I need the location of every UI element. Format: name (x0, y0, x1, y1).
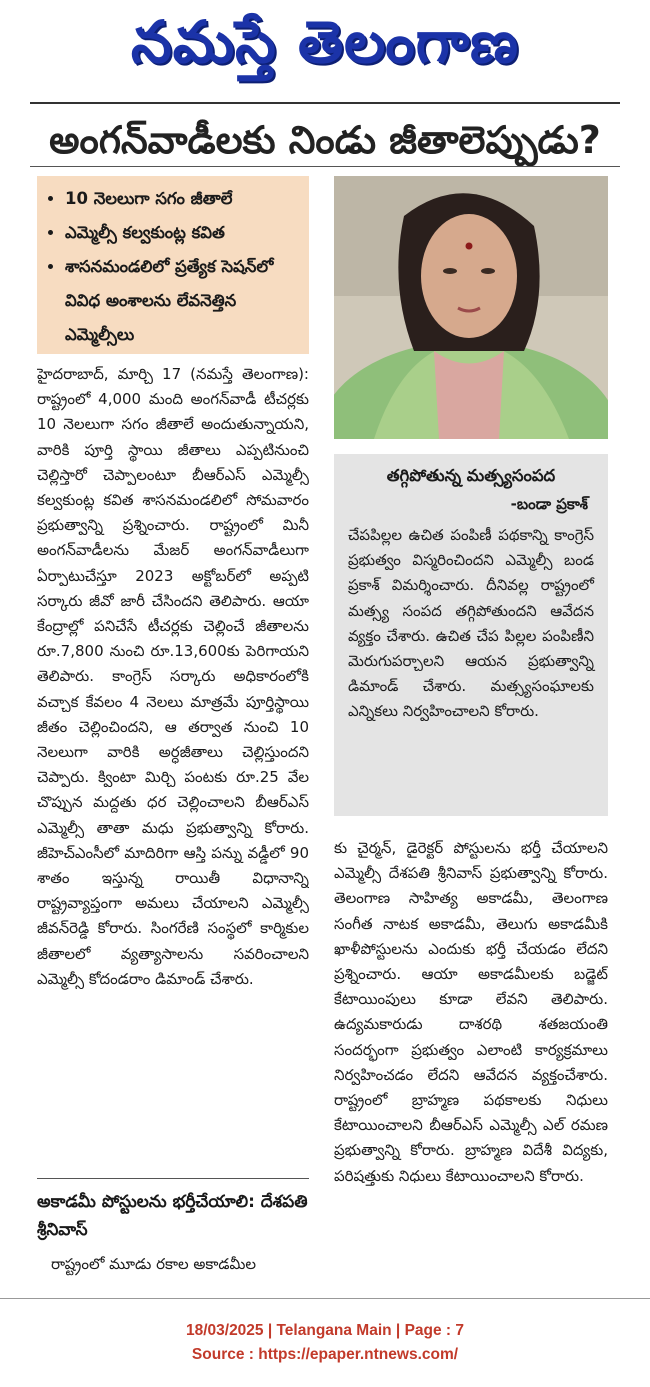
politician-photo (334, 176, 608, 439)
article-paragraph: రాష్ట్రంలో మూడు రకాల అకాడమీల (51, 1255, 257, 1273)
masthead-divider (30, 102, 620, 104)
article-paragraph: హైదరాబాద్, మార్చి 17 (నమస్తే తెలంగాణ): రాష్ట్రంలో 4,000 మంది అంగన్‌వాడీ టీచర్లకు 10 నెలలుగా సగం జీతాలే అందుతున్నాయని, వారికి పూర్తి స్థాయి జీతాలు ఎప్పటినుంచి చెల్లిస్తారో చెప్పాలంటూ బీఆర్‌ఎస్ ఎమ్మెల్సీ కల్వకుంట్ల కవిత శాసనమండలిలో సోమవారం ప్రభుత్వాన్ని ప్రశ్నించారు. రాష్ట్రంలో మినీ అంగన్‌వాడీలను మేజర్ అంగన్‌వాడీలుగా ఏర్పాటుచేస్తూ 2023 అక్టోబర్‌లో అప్పటి సర్కారు జీవో జారీ చేసిందని తెలిపారు. ఆయా కేంద్రాల్లో పనిచేసే టీచర్లకు చెల్లించే జీతాలను రూ.7,800 నుంచి రూ.13,600కు పెరిగాయని తెలిపారు. కాంగ్రెస్ సర్కారు అధికారంలోకి వచ్చాక కేవలం 4 నెలలు మాత్రమే పూర్తిస్థాయి జీతం చెల్లించిందని, ఆ తర్వాత నుంచి 10 నెలలుగా వారికి అర్ధజీతాలు చెల్లిస్తుందని చెప్పారు. క్వింటా మిర్చి పంటకు రూ.25 వేల చొప్పున మద్దతు ధర చెల్లించాలని బీఆర్‌ఎస్ ఎమ్మెల్సీ తాతా మధు ప్రభుత్వాన్ని కోరారు. జీహెచ్‌ఎంసీలో మాదిరిగా ఆస్తి పన్ను వడ్డీలో 90 శాతం ఇస్తున్న రాయితీ విధానాన్ని రాష్ట్రవ్యాప్తంగా అమలు చేయాలని ఎమ్మెల్సీ జీవన్‌రెడ్డి కోరారు. సింగరేణి సంస్థలో కార్మికుల జీతాలలో వ్యత్యాసాలను సవరించాలని ఎమ్మెల్సీ కోదండరాం డిమాండ్ చేశారు. (37, 365, 309, 988)
sidebar-byline: -బండా ప్రకాశ్ (510, 495, 588, 513)
article-headline: అంగన్‌వాడీలకు నిండు జీతాలెప్పుడు? (49, 118, 601, 162)
article-paragraph: కు చైర్మన్, డైరెక్టర్ పోస్టులను భర్తీ చేయాలని ఎమ్మెల్సీ దేశపతి శ్రీనివాస్ ప్రభుత్వాన్ని కోరారు. తెలంగాణ సాహిత్య అకాడమీ, తెలంగాణ సంగీత నాటక అకాడమీ, తెలుగు అకాడమీకి ఖాళీపోస్టులను ఎందుకు భర్తీ చేయడం లేదని ప్రశ్నించారు. ఆయా అకాడమీలకు బడ్జెట్ కేటాయింపులు కూడా లేవని తెలిపారు. ఉద్యమకారుడు దాశరథి శతజయంతి సందర్భంగా ప్రభుత్వం ఎలాంటి కార్యక్రమాలు నిర్వహించడం లేదని ఆవేదన వ్యక్తంచేశారు. రాష్ట్రంలో బ్రాహ్మణ పథకాలకు నిధులు కేటాయించాలని బీఆర్‌ఎస్ ఎమ్మెల్సీ ఎల్ రమణ ప్రభుత్వాన్ని కోరారు. బ్రాహ్మణ విదేశీ విద్యకు, పరిషత్తుకు నిధులు కేటాయించాలని కోరారు. (334, 839, 608, 1185)
footer-source-line: Source : https://epaper.ntnews.com/ (191, 1346, 459, 1363)
sidebar-box (334, 454, 608, 816)
sidebar-body: చేపపిల్లల ఉచిత పంపిణీ పథకాన్ని కాంగ్రెస్ ప్రభుత్వం విస్మరించిందని ఎమ్మెల్సీ బండ ప్రకాశ్ విమర్శించారు. దీనివల్ల రాష్ట్రంలో మత్స్య సంపద తగ్గిపోతుందని ఆవేదన వ్యక్తం చేశారు. ఉచిత చేప పిల్లల పంపిణీని మెరుగుపర్చాలని ఆయన ప్రభుత్వాన్ని డిమాండ్ చేశారు. మత్స్యసంఘాలకు ఎన్నికలు నిర్వహించాలని కోరారు. (348, 526, 594, 721)
highlight-item: • శాసనమండలిలో ప్రత్యేక సెషన్‌లో వివిధ అంశాలను లేవనెత్తిన ఎమ్మెల్సీలు (65, 250, 299, 352)
sidebar-title: తగ్గిపోతున్న మత్స్యసంపద (386, 466, 556, 485)
footer-divider (0, 1298, 650, 1299)
article-body-left-tail (37, 1252, 309, 1277)
headline-divider (30, 166, 620, 167)
article-body-right (334, 836, 608, 1282)
article-body-left (37, 362, 309, 1166)
article-subhead: అకాడమీ పోస్టులను భర్తీచేయాలి: దేశపతి శ్రీనివాస్ (37, 1192, 308, 1240)
highlight-item: • ఎమ్మెల్సీ కల్వకుంట్ల కవిత (65, 216, 299, 250)
newspaper-title: నమస్తే తెలంగాణ (131, 8, 519, 76)
subhead-divider (37, 1178, 309, 1179)
footer-date-line: 18/03/2025 | Telangana Main | Page : 7 (185, 1322, 465, 1339)
highlights-box (37, 176, 309, 354)
highlight-item: • 10 నెలలుగా సగం జీతాలే (65, 182, 299, 216)
masthead (0, 0, 650, 100)
highlights-list (47, 182, 299, 352)
